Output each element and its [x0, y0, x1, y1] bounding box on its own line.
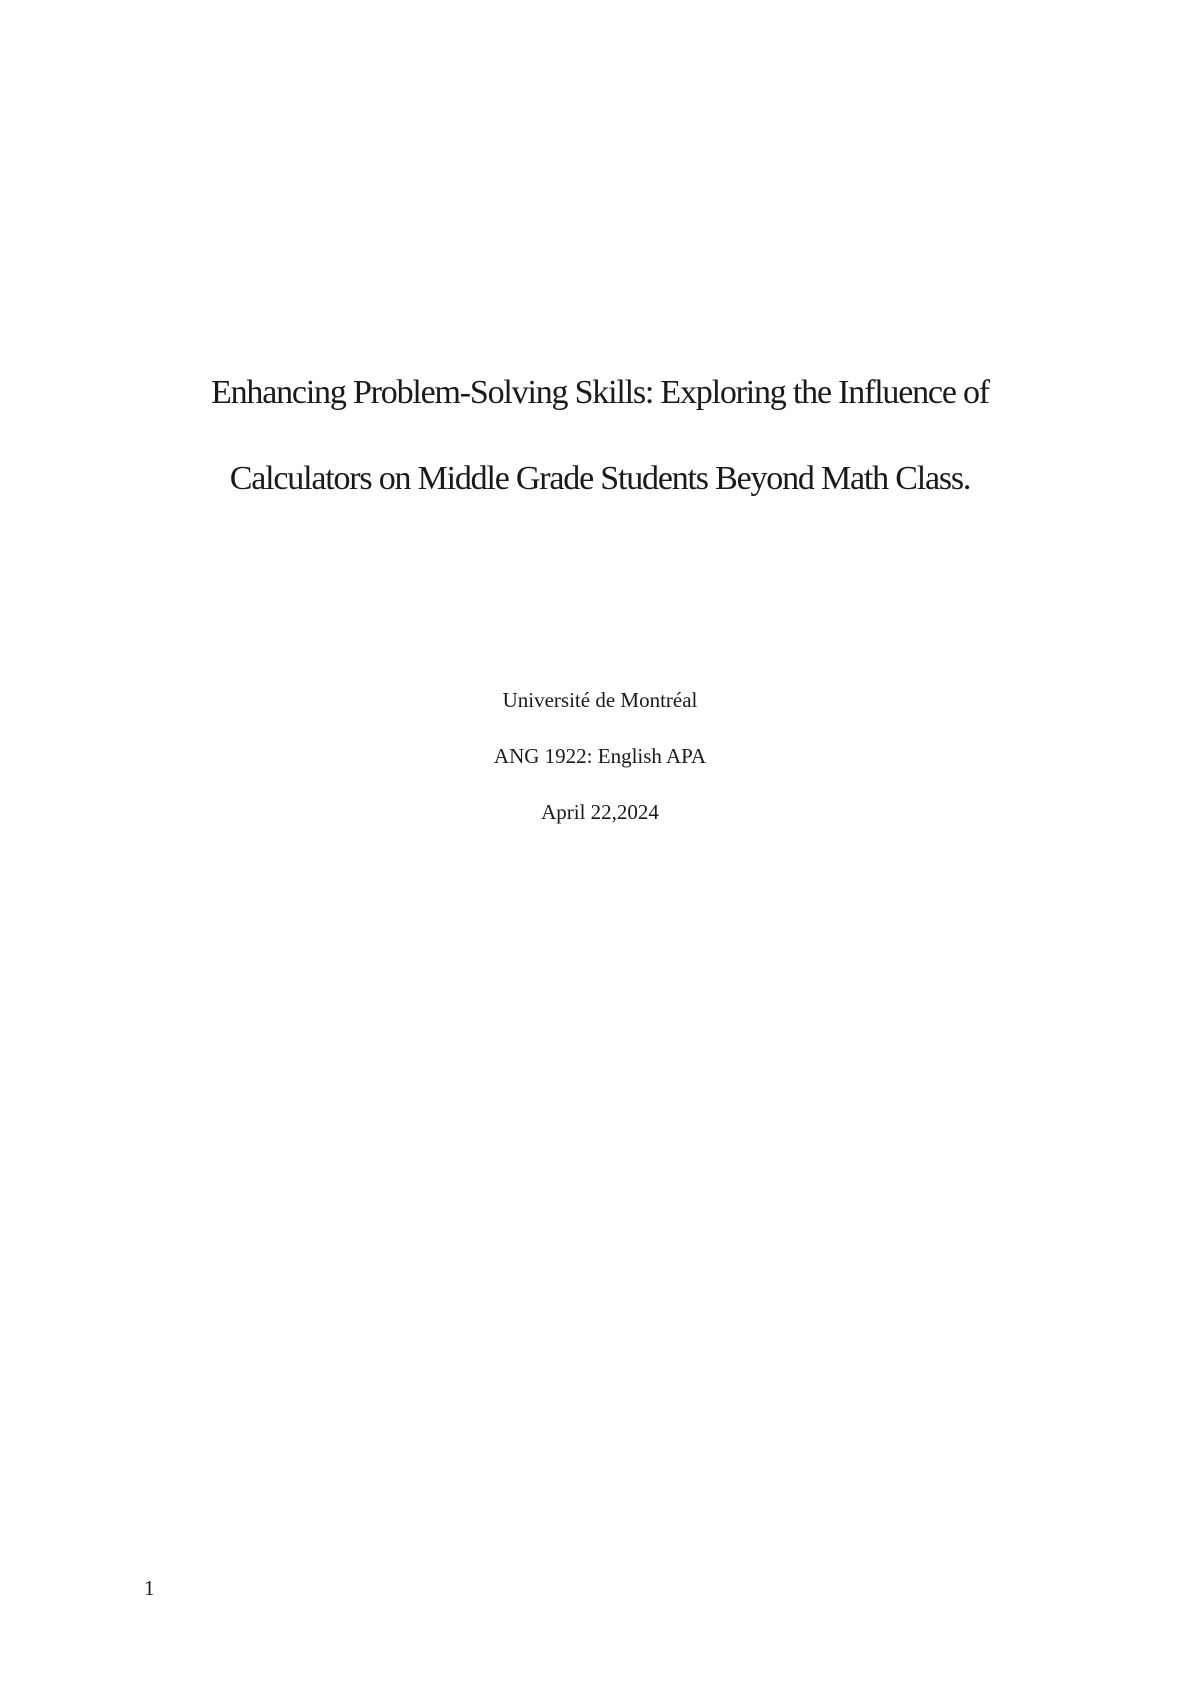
institution-name: Université de Montréal — [502, 688, 698, 712]
page-number: 1 — [144, 1576, 155, 1600]
document-title — [150, 350, 1050, 522]
title-line-2: Calculators on Middle Grade Students Beyond Math Class. — [229, 460, 971, 497]
title-line-1: Enhancing Problem-Solving Skills: Exploring the Influence of — [211, 374, 989, 411]
title-page-info — [300, 672, 900, 840]
course-name: ANG 1922: English APA — [493, 744, 707, 768]
submission-date: April 22,2024 — [541, 800, 659, 824]
